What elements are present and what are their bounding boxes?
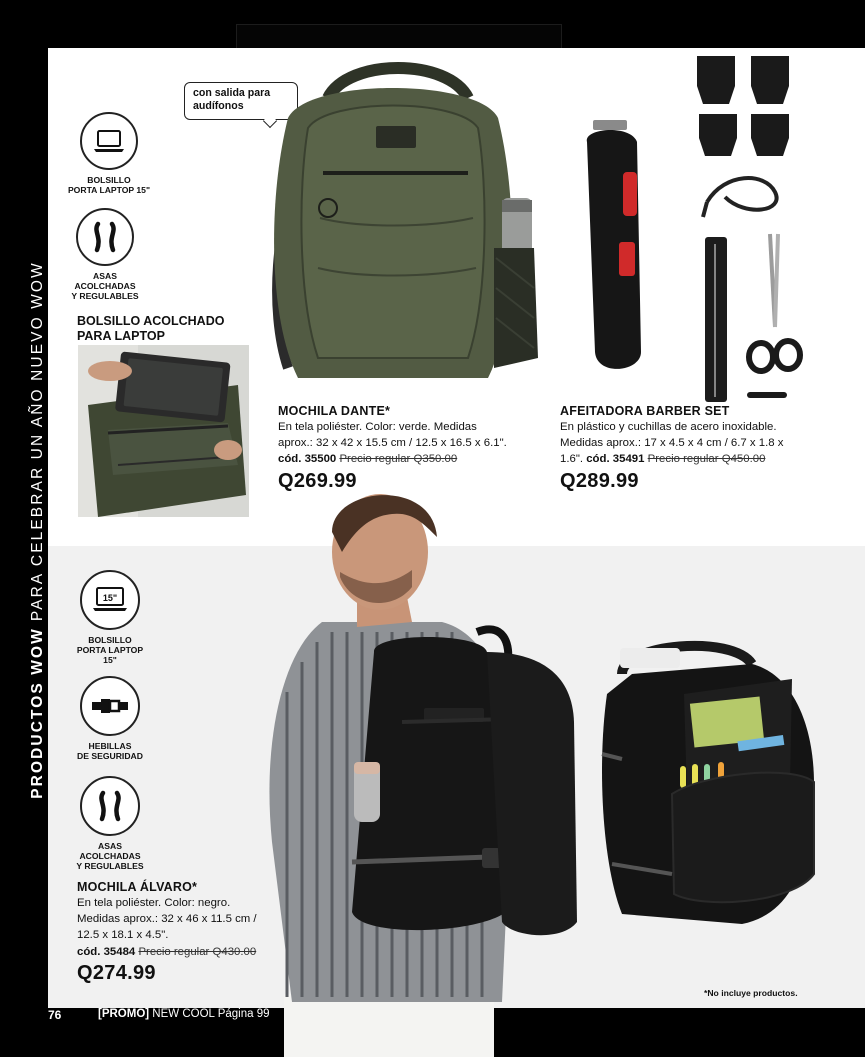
promo-text: NEW COOL Página 99 bbox=[149, 1008, 270, 1020]
description-line: En tela poliéster. Color: verde. Medidas bbox=[278, 421, 477, 433]
subhead-line: BOLSILLO ACOLCHADO bbox=[77, 314, 225, 328]
regular-price: Precio regular Q450.00 bbox=[647, 453, 766, 466]
code-line bbox=[560, 451, 830, 467]
model-with-black-backpack-photo bbox=[262, 482, 582, 1057]
feature-label: BOLSILLO bbox=[87, 175, 131, 185]
feature-label: ASAS bbox=[98, 841, 122, 851]
barber-set-image bbox=[575, 52, 815, 407]
product-description bbox=[560, 419, 830, 468]
regular-price: Precio regular Q350.00 bbox=[339, 453, 458, 466]
callout-text: audífonos bbox=[193, 99, 244, 112]
description-line: Medidas aprox.: 17 x 4.5 x 4 cm / 6.7 x 1.8 x bbox=[560, 437, 784, 450]
description-line: aprox.: 32 x 42 x 15.5 cm / 12.5 x 16.5 x 6.1". bbox=[278, 437, 507, 450]
product-code: cód. 35500 bbox=[278, 453, 337, 466]
description-line: Medidas aprox.: 32 x 46 x 11.5 cm / bbox=[77, 913, 257, 926]
page-number: 76 bbox=[48, 1008, 62, 1022]
product-price: Q269.99 bbox=[278, 469, 357, 492]
feature-laptop-pocket bbox=[54, 112, 164, 196]
product-code: cód. 35491 bbox=[586, 453, 645, 466]
feature-safety-buckles bbox=[55, 676, 165, 762]
feature-label: DE SEGURIDAD bbox=[77, 750, 143, 761]
product-description bbox=[278, 419, 548, 468]
feature-label: ACOLCHADAS bbox=[74, 280, 136, 291]
feature-padded-straps-bottom bbox=[55, 776, 165, 872]
feature-label: Y REGULABLES bbox=[71, 290, 139, 301]
product-name: MOCHILA DANTE* bbox=[278, 404, 391, 418]
feature-label: ASAS bbox=[93, 271, 117, 281]
laptop-15-icon bbox=[80, 570, 140, 630]
description-line: En tela poliéster. Color: negro. bbox=[77, 897, 231, 909]
description-line: 1.6". bbox=[560, 453, 584, 466]
description-line: En plástico y cuchillas de acero inoxidable. bbox=[560, 421, 777, 433]
feature-label: HEBILLAS bbox=[88, 741, 132, 751]
banner-bold-text: PRODUCTOS WOW bbox=[29, 627, 46, 799]
product-code: cód. 35484 bbox=[77, 945, 136, 958]
feature-label: 15" bbox=[103, 654, 117, 665]
product-name: MOCHILA ÁLVARO* bbox=[77, 880, 198, 894]
product-mochila-alvaro bbox=[77, 880, 297, 985]
open-black-backpack-image bbox=[592, 634, 820, 926]
feature-padded-straps bbox=[50, 208, 160, 302]
feature-label: PORTA LAPTOP bbox=[76, 644, 144, 655]
laptop-icon bbox=[80, 112, 138, 170]
laptop-size-text: 15" bbox=[102, 593, 118, 603]
padded-straps-icon bbox=[76, 208, 134, 266]
code-line bbox=[77, 944, 297, 960]
product-barber-set bbox=[560, 404, 830, 493]
vertical-banner bbox=[27, 220, 49, 840]
promo-footer bbox=[98, 1008, 269, 1020]
product-description bbox=[77, 895, 297, 960]
callout-text: con salida para bbox=[193, 87, 271, 99]
description-line: 12.5 x 18.1 x 4.5". bbox=[77, 929, 169, 942]
feature-label: BOLSILLO bbox=[88, 635, 132, 645]
laptop-pocket-photo bbox=[78, 345, 249, 517]
promo-tag: [PROMO] bbox=[98, 1008, 150, 1020]
product-price: Q274.99 bbox=[77, 961, 156, 984]
feature-label: ACOLCHADAS bbox=[79, 850, 141, 861]
green-backpack-image bbox=[258, 58, 544, 398]
code-line bbox=[278, 451, 548, 467]
product-name: AFEITADORA BARBER SET bbox=[560, 404, 730, 418]
laptop-pocket-heading bbox=[77, 314, 224, 344]
subhead-line: PARA LAPTOP bbox=[77, 329, 165, 343]
product-price: Q289.99 bbox=[560, 469, 639, 492]
product-mochila-dante bbox=[278, 404, 548, 493]
feature-laptop-pocket-15 bbox=[55, 570, 165, 666]
footnote: *No incluye productos. bbox=[704, 988, 798, 998]
top-tab bbox=[236, 24, 562, 50]
regular-price: Precio regular Q430.00 bbox=[138, 945, 257, 958]
padded-straps-icon bbox=[80, 776, 140, 836]
feature-label: PORTA LAPTOP 15" bbox=[67, 184, 151, 195]
banner-text: PARA CELEBRAR UN AÑO NUEVO WOW bbox=[29, 261, 46, 622]
feature-label: Y REGULABLES bbox=[76, 860, 144, 871]
buckle-icon bbox=[80, 676, 140, 736]
